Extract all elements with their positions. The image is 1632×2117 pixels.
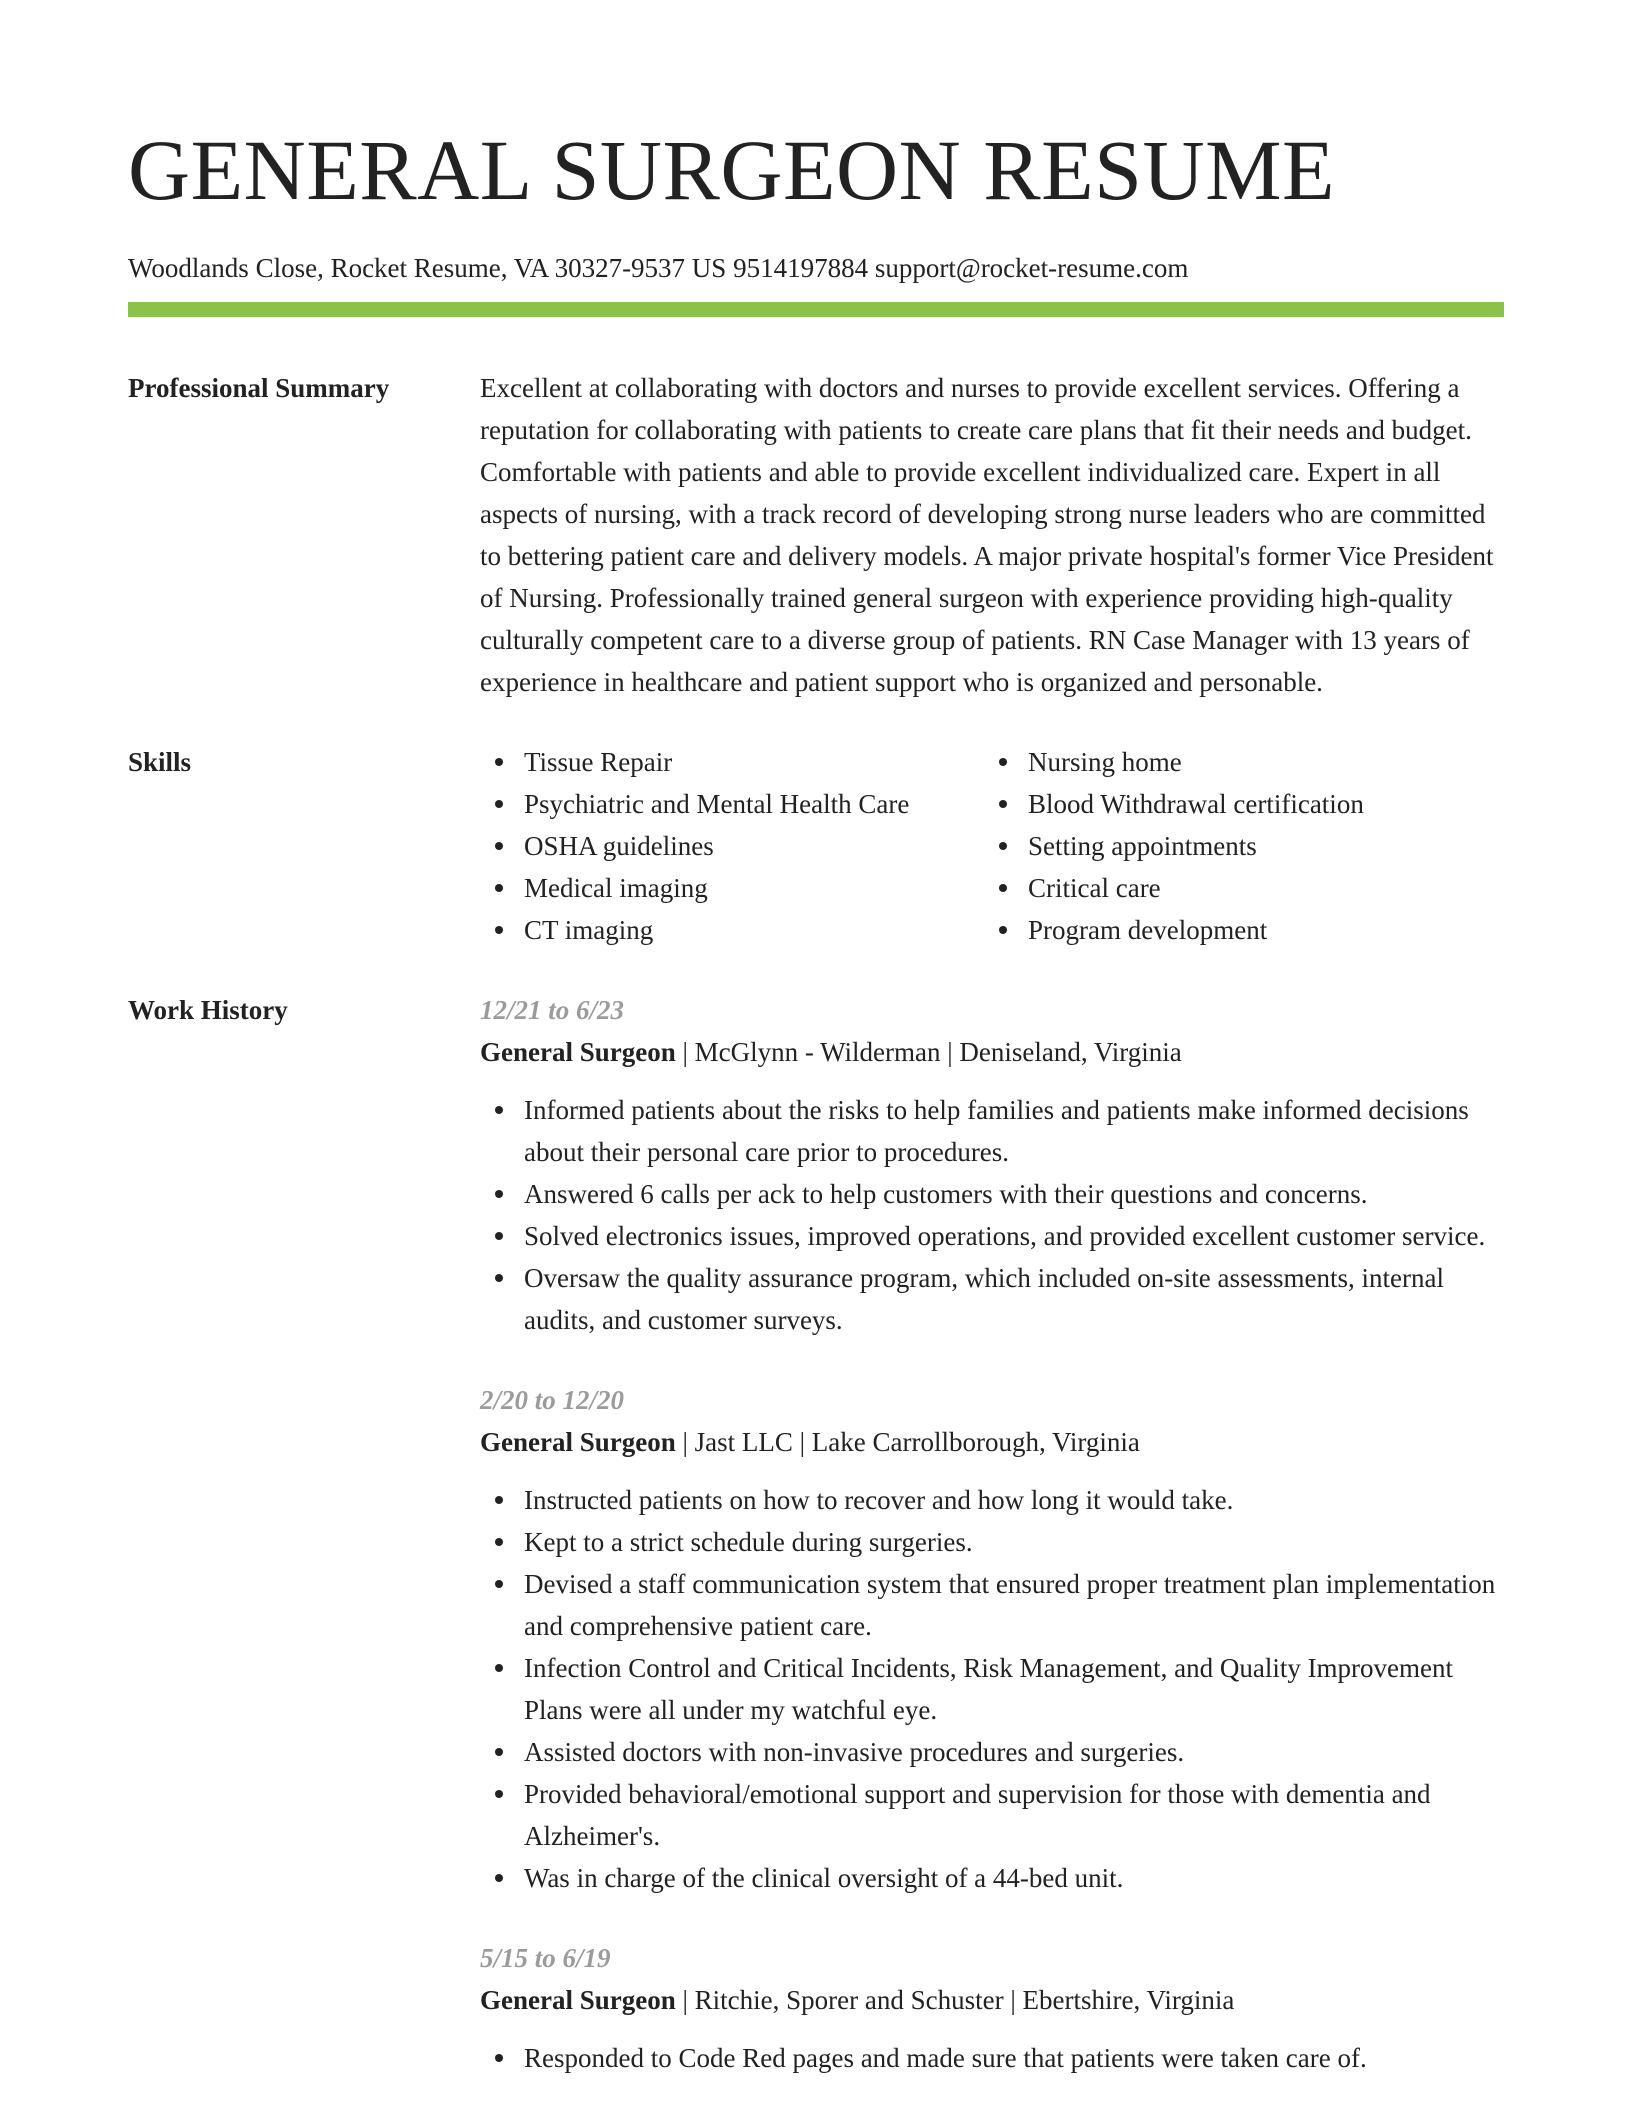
resume-page xyxy=(128,0,1504,2117)
job-heading xyxy=(480,1979,1504,2021)
duty-item: Devised a staff communication system that ensured proper treatment plan implementation and comprehensive patient care. xyxy=(480,1563,1504,1647)
work-history-section xyxy=(128,989,1504,2117)
skills-body xyxy=(480,741,1504,951)
duty-item: Provided behavioral/emotional support and supervision for those with dementia and Alzheimer's. xyxy=(480,1773,1504,1857)
duty-item: Kept to a strict schedule during surgeries. xyxy=(480,1521,1504,1563)
work-history-body xyxy=(480,989,1504,2117)
skill-item: Setting appointments xyxy=(984,825,1488,867)
professional-summary-section xyxy=(128,367,1504,703)
job-title: General Surgeon xyxy=(480,1985,676,2015)
job-employer-location: | Jast LLC | Lake Carrollborough, Virginia xyxy=(675,1427,1140,1457)
section-label-summary: Professional Summary xyxy=(128,373,390,403)
duty-item: Oversaw the quality assurance program, which included on-site assessments, internal audits, and customer surveys. xyxy=(480,1257,1504,1341)
skill-item: Critical care xyxy=(984,867,1488,909)
duty-item: Infection Control and Critical Incidents, Risk Management, and Quality Improvement Plans were all under my watchful eye. xyxy=(480,1647,1504,1731)
job-duties xyxy=(480,1479,1504,1899)
skill-item: Program development xyxy=(984,909,1488,951)
skill-item: Medical imaging xyxy=(480,867,984,909)
summary-body xyxy=(480,367,1504,703)
job-dates: 5/15 to 6/19 xyxy=(480,1943,611,1973)
job-title: General Surgeon xyxy=(480,1427,676,1457)
summary-text: Excellent at collaborating with doctors and nurses to provide excellent services. Offering a reputation for collaborating with patients to create care plans that fit their needs and budget. Comfortable with patients and able to provide excellent individualized care. Expert in all aspects of nursing, with a track record of developing strong nurse leaders who are committed to bettering patient care and delivery models. A major private hospital's former Vice President of Nursing. Professionally trained general surgeon with experience providing high-quality culturally competent care to a diverse group of patients. RN Case Manager with 13 years of experience in healthcare and patient support who is organized and personable. xyxy=(480,373,1494,697)
skill-item: Tissue Repair xyxy=(480,741,984,783)
duty-item: Answered 6 calls per ack to help customers with their questions and concerns. xyxy=(480,1173,1504,1215)
job-heading xyxy=(480,1421,1504,1463)
job-duties xyxy=(480,2037,1504,2079)
contact-line: Woodlands Close, Rocket Resume, VA 30327-9537 US 9514197884 support@rocket-resume.com xyxy=(128,253,1189,283)
duty-item: Was in charge of the clinical oversight of a 44-bed unit. xyxy=(480,1857,1504,1899)
job-dates: 12/21 to 6/23 xyxy=(480,995,625,1025)
page-title: GENERAL SURGEON RESUME xyxy=(128,122,1336,218)
job-entry xyxy=(480,1379,1504,1899)
job-entry xyxy=(480,1937,1504,2079)
skills-section xyxy=(128,741,1504,951)
skill-item: OSHA guidelines xyxy=(480,825,984,867)
job-dates: 2/20 to 12/20 xyxy=(480,1385,625,1415)
job-title: General Surgeon xyxy=(480,1037,676,1067)
job-entry xyxy=(480,989,1504,1341)
skill-item: Psychiatric and Mental Health Care xyxy=(480,783,984,825)
section-label-work-history: Work History xyxy=(128,995,288,1025)
skill-item: CT imaging xyxy=(480,909,984,951)
duty-item: Instructed patients on how to recover and how long it would take. xyxy=(480,1479,1504,1521)
duty-item: Assisted doctors with non-invasive procedures and surgeries. xyxy=(480,1731,1504,1773)
section-label-skills: Skills xyxy=(128,747,192,777)
job-heading xyxy=(480,1031,1504,1073)
skills-list-left xyxy=(480,741,984,951)
skill-item: Blood Withdrawal certification xyxy=(984,783,1488,825)
duty-item: Informed patients about the risks to help families and patients make informed decisions about their personal care prior to procedures. xyxy=(480,1089,1504,1173)
duty-item: Responded to Code Red pages and made sure that patients were taken care of. xyxy=(480,2037,1504,2079)
duty-item: Solved electronics issues, improved operations, and provided excellent customer service. xyxy=(480,1215,1504,1257)
skills-list-right xyxy=(984,741,1488,951)
job-employer-location: | McGlynn - Wilderman | Deniseland, Virginia xyxy=(675,1037,1182,1067)
skill-item: Nursing home xyxy=(984,741,1488,783)
job-duties xyxy=(480,1089,1504,1341)
header-divider xyxy=(128,302,1504,317)
job-employer-location: | Ritchie, Sporer and Schuster | Ebertshire, Virginia xyxy=(675,1985,1235,2015)
